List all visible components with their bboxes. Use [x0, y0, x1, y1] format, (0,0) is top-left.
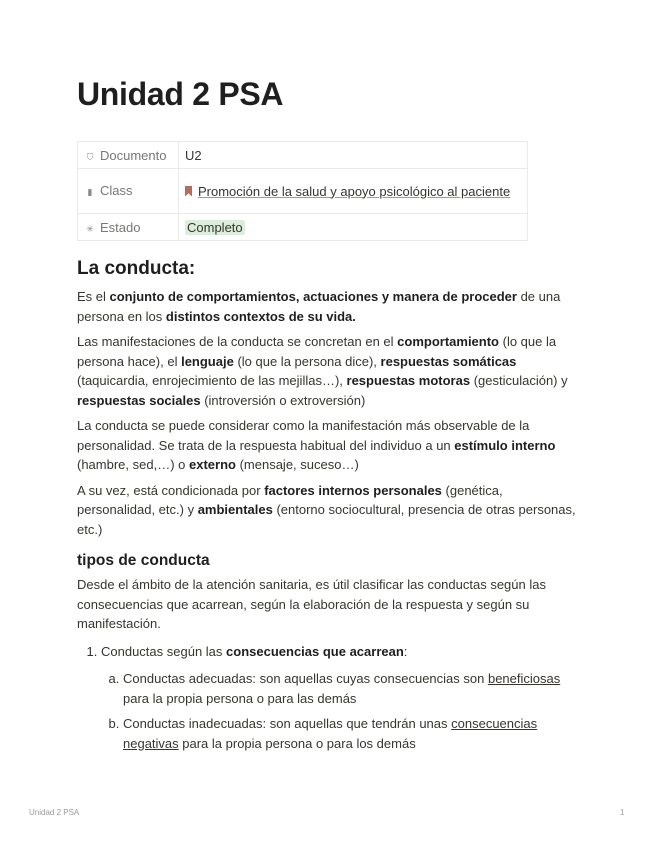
class-relation-link[interactable]: Promoción de la salud y apoyo psicológico al paciente: [198, 183, 511, 199]
bookmark-icon: ⛉: [86, 151, 94, 162]
numbered-list: [77, 642, 580, 754]
status-loading-icon: ✳: [86, 223, 94, 234]
status-badge[interactable]: Completo: [187, 219, 243, 235]
property-key: Estado: [100, 219, 141, 235]
list-item: a. Conductas adecuadas: son aquellas cuyas consecuencias son beneficiosas para la propia persona o para las demás: [123, 669, 580, 708]
document-body: [77, 258, 580, 759]
property-value-documento[interactable]: U2: [179, 142, 528, 169]
paragraph: Desde el ámbito de la atención sanitaria, es útil clasificar las conductas según las consecuencias que acarrean, según la elaboración de la respuesta y según su manifestación.: [77, 577, 546, 631]
paragraph: A su vez, está condicionada por factores internos personales (genética, personalidad, etc.) y ambientales (entorno sociocultural, presencia de otras personas, etc.): [77, 482, 576, 537]
properties-table: [77, 141, 528, 241]
footer-page-number: 1: [620, 808, 625, 817]
section-heading-tipos: tipos de conducta: [77, 552, 210, 569]
list-item: 1. Conductas según las consecuencias que acarrean: a. Conductas adecuadas: son aquellas cuyas consecuencias son beneficiosas para la propia persona o para las demás b. Conductas inadecuadas: son aquellas que tendrán unas consecuencias negativas para la propia persona o para los demás: [101, 642, 580, 754]
property-row-estado: [78, 214, 528, 241]
list-item: b. Conductas inadecuadas: son aquellas que tendrán unas consecuencias negativas para la propia persona o para los demás: [123, 714, 580, 753]
sub-list: [101, 669, 580, 753]
paragraph: Las manifestaciones de la conducta se concretan en el comportamiento (lo que la persona hace), el lenguaje (lo que la persona dice), respuestas somáticas (taquicardia, enrojecimiento de las mejillas…), respuestas motoras (gesticulación) y respuestas sociales (introversión o extroversión): [77, 334, 568, 408]
property-key: Class: [100, 182, 133, 198]
paragraph: Es el conjunto de comportamientos, actuaciones y manera de proceder de una persona en los distintos contextos de su vida.: [77, 289, 561, 324]
page-title: Unidad 2 PSA: [77, 76, 284, 112]
property-key: Documento: [100, 147, 167, 163]
book-icon: ▮: [87, 186, 93, 197]
section-heading-conducta: La conducta:: [77, 258, 196, 279]
property-row-class: [78, 169, 528, 214]
paragraph: La conducta se puede considerar como la manifestación más observable de la personalidad. Se trata de la respuesta habitual del individuo a un estímulo interno (hambre, sed,…) o externo (mensaje, suceso…): [77, 418, 556, 472]
footer-document-name: Unidad 2 PSA: [29, 808, 80, 817]
property-row-documento: [78, 142, 528, 169]
bookmark-relation-icon: [185, 186, 192, 197]
